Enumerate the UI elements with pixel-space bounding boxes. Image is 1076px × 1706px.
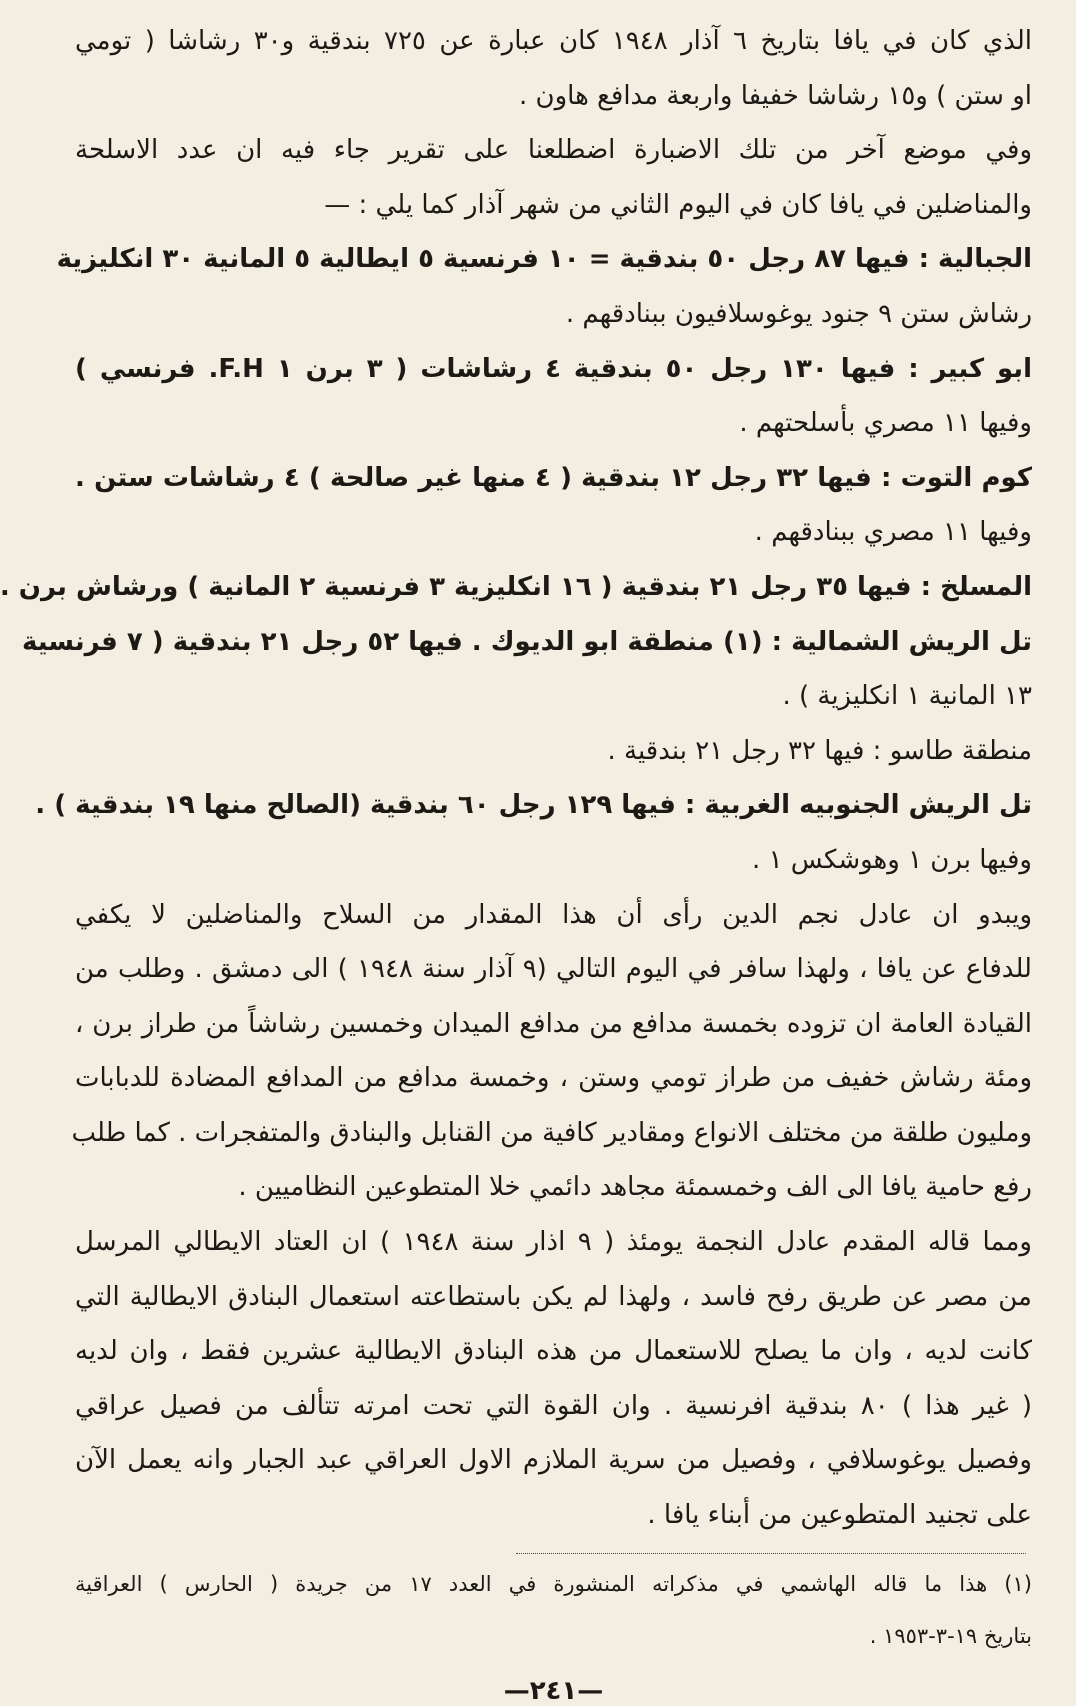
text-line: والمناضلين في يافا كان في اليوم الثاني من شهر آذار كما يلي : — <box>324 189 1032 220</box>
body-text <box>0 14 1036 1543</box>
text-line: للدفاع عن يافا ، ولهذا سافر في اليوم التالي (٩ آذار سنة ١٩٤٨ ) الى دمشق . وطلب من <box>75 954 1032 985</box>
text-line: رشاش ستن ٩ جنود يوغوسلافيون ببنادقهم . <box>565 298 1032 329</box>
document-page <box>0 14 1036 1706</box>
page-number: —٢٤١— <box>503 1675 604 1706</box>
text-line: المسلخ : فيها ٣٥ رجل ٢١ بندقية ( ١٦ انكليزية ٣ فرنسية ٢ المانية ) ورشاش برن . <box>0 571 1032 602</box>
text-line: تل الريش الجنوبيه الغربية : فيها ١٢٩ رجل ٦٠ بندقية (الصالح منها ١٩ بندقية ) . <box>35 790 1032 821</box>
text-line: كوم التوت : فيها ٣٢ رجل ١٢ بندقية ( ٤ منها غير صالحة ) ٤ رشاشات ستن . <box>75 462 1032 493</box>
text-line: ويبدو ان عادل نجم الدين رأى أن هذا المقدار من السلاح والمناضلين لا يكفي <box>75 899 1032 930</box>
text-line: ومليون طلقة من مختلف الانواع ومقادير كافية من القنابل والبنادق والمتفجرات . كما طلب <box>71 1117 1032 1148</box>
text-line: على تجنيد المتطوعين من أبناء يافا . <box>647 1500 1032 1531</box>
text-line: منطقة طاسو : فيها ٣٢ رجل ٢١ بندقية . <box>607 735 1032 766</box>
text-line: ومئة رشاش خفيف من طراز تومي وستن ، وخمسة مدافع من المدافع المضادة للدبابات <box>75 1063 1032 1094</box>
text-line: وفيها برن ١ وهوشكس ١ . <box>752 844 1032 875</box>
footnote-separator <box>516 1553 1026 1554</box>
footnotes <box>71 1558 1036 1662</box>
text-line: الذي كان في يافا بتاريخ ٦ آذار ١٩٤٨ كان عبارة عن ٧٢٥ بندقية و٣٠ رشاشا ( تومي <box>75 26 1032 56</box>
text-line: من مصر عن طريق رفح فاسد ، ولهذا لم يكن باستطاعته استعمال البنادق الايطالية التي <box>75 1281 1032 1312</box>
text-line: وفصيل يوغوسلافي ، وفصيل من سرية الملازم الاول العراقي عبد الجبار وانه يعمل الآن <box>75 1445 1032 1476</box>
text-line: وفي موضع آخر من تلك الاضبارة اضطلعنا على تقرير جاء فيه ان عدد الاسلحة <box>75 135 1032 166</box>
text-line: وفيها ١١ مصري ببنادقهم . <box>754 517 1032 548</box>
text-line: القيادة العامة ان تزوده بخمسة مدافع من مدافع الميدان وخمسين رشاشاً من طراز برن ، <box>75 1008 1032 1039</box>
text-line: رفع حامية يافا الى الف وخمسمئة مجاهد دائمي خلا المتطوعين النظاميين . <box>238 1172 1032 1203</box>
text-line: او ستن ) و١٥ رشاشا خفيفا واربعة مدافع هاون . <box>518 80 1032 111</box>
text-line: ( غير هذا ) ٨٠ بندقية افرنسية . وان القوة التي تحت امرته تتألف من فصيل عراقي <box>75 1390 1032 1421</box>
footnote-line: (١) هذا ما قاله الهاشمي في مذكراته المنشورة في العدد ١٧ من جريدة ( الحارس ) العراقية <box>75 1571 1032 1596</box>
text-line: كانت لديه ، وان ما يصلح للاستعمال من هذه البنادق الايطالية عشرين فقط ، وان لديه <box>75 1336 1032 1367</box>
text-line: وفيها ١١ مصري بأسلحتهم . <box>739 408 1032 439</box>
text-line: الجبالية : فيها ٨٧ رجل ٥٠ بندقية = ١٠ فرنسية ٥ ايطالية ٥ المانية ٣٠ انكليزية <box>56 244 1032 275</box>
text-line: تل الريش الشمالية : (١) منطقة ابو الديوك . فيها ٥٢ رجل ٢١ بندقية ( ٧ فرنسية <box>22 626 1032 657</box>
text-line: ومما قاله المقدم عادل النجمة يومئذ ( ٩ اذار سنة ١٩٤٨ ) ان العتاد الايطالي المرسل <box>75 1227 1032 1258</box>
text-line: ابو كبير : فيها ١٣٠ رجل ٥٠ بندقية ٤ رشاشات ( ٣ برن ١ F.H. فرنسي ) <box>75 353 1032 384</box>
footnote-line: بتاريخ ١٩-٣-١٩٥٣ . <box>869 1623 1032 1648</box>
text-line: ١٣ المانية ١ انكليزية ) . <box>782 681 1032 712</box>
